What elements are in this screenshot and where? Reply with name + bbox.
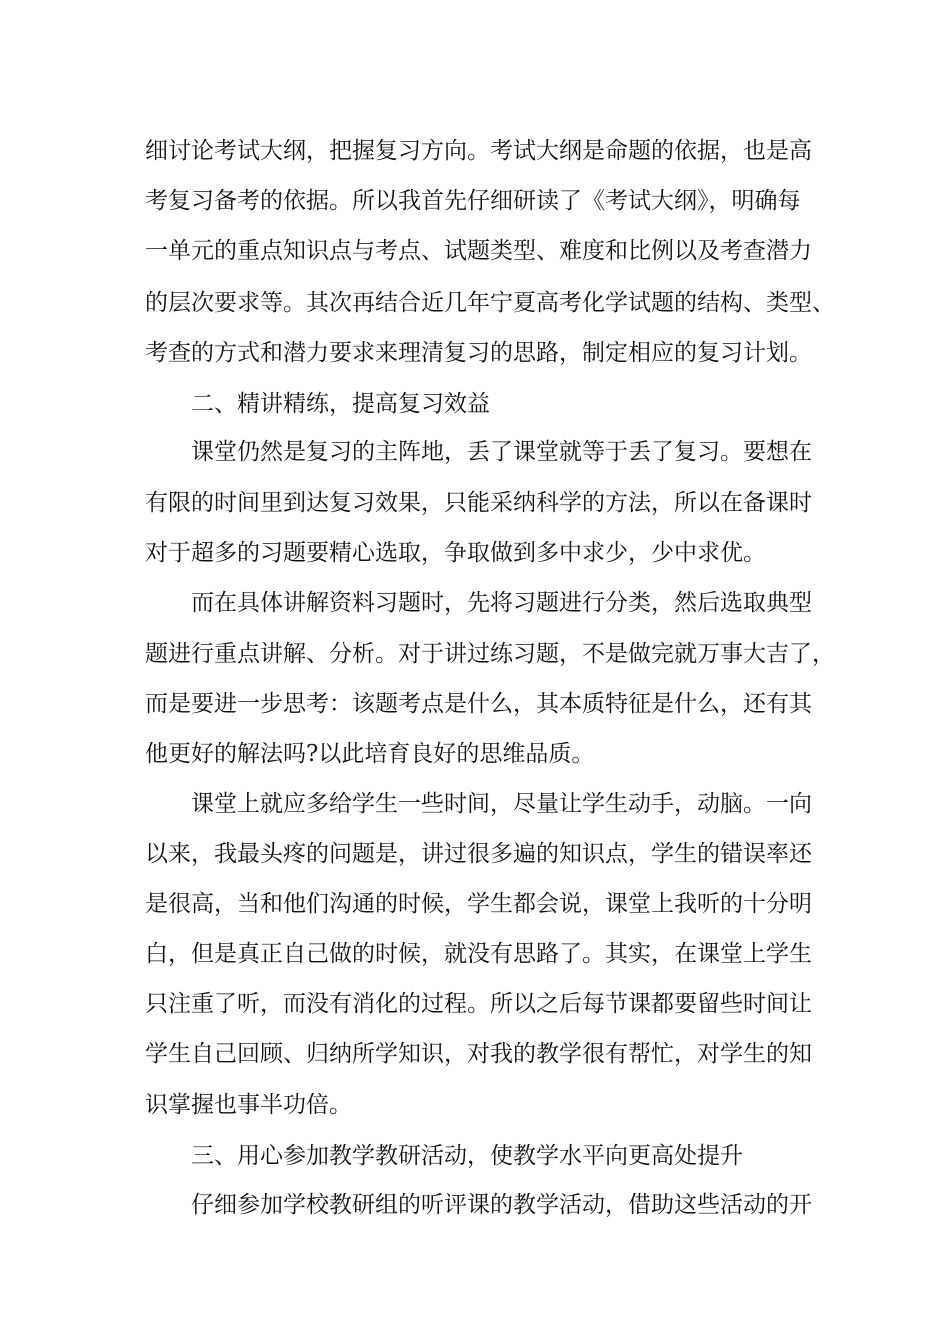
text-line: 是很高，当和他们沟通的时候，学生都会说，课堂上我听的十分明	[145, 891, 812, 917]
text-line: 题进行重点讲解、分析。对于讲过练习题，不是做完就万事大吉了，	[145, 641, 835, 667]
text-line: 而是要进一步思考：该题考点是什么，其本质特征是什么，还有其	[145, 691, 812, 717]
text-line: 一单元的重点知识点与考点、试题类型、难度和比例以及考查潜力	[145, 238, 812, 264]
text-line: 他更好的解法吗?以此培育良好的思维品质。	[145, 741, 595, 767]
text-line: 课堂仍然是复习的主阵地，丢了课堂就等于丢了复习。要想在	[191, 439, 812, 465]
text-line: 考查的方式和潜力要求来理清复习的思路，制定相应的复习计划。	[145, 340, 812, 366]
text-line: 学生自己回顾、归纳所学知识，对我的教学很有帮忙，对学生的知	[145, 1041, 812, 1067]
text-line: 而在具体讲解资料习题时，先将习题进行分类，然后选取典型	[191, 590, 812, 616]
text-line: 细讨论考试大纲，把握复习方向。考试大纲是命题的依据，也是高	[145, 138, 812, 164]
text-line: 考复习备考的依据。所以我首先仔细研读了《考试大纲》，明确每	[145, 188, 801, 214]
text-line: 对于超多的习题要精心选取，争取做到多中求少，少中求优。	[145, 540, 766, 566]
text-line: 有限的时间里到达复习效果，只能采纳科学的方法，所以在备课时	[145, 490, 812, 516]
section-heading: 三、用心参加教学教研活动，使教学水平向更高处提升	[191, 1143, 743, 1169]
text-line: 仔细参加学校教研组的听评课的教学活动，借助这些活动的开	[191, 1192, 812, 1218]
text-line: 以来，我最头疼的问题是，讲过很多遍的知识点，学生的错误率还	[145, 841, 812, 867]
text-line: 课堂上就应多给学生一些时间，尽量让学生动手，动脑。一向	[191, 791, 812, 817]
text-line: 只注重了听，而没有消化的过程。所以之后每节课都要留些时间让	[145, 991, 812, 1017]
text-line: 识掌握也事半功倍。	[145, 1092, 352, 1118]
text-line: 白，但是真正自己做的时候，就没有思路了。其实，在课堂上学生	[145, 941, 812, 967]
section-heading: 二、精讲精练，提高复习效益	[191, 391, 490, 417]
text-line: 的层次要求等。其次再结合近几年宁夏高考化学试题的结构、类型、	[145, 290, 835, 316]
